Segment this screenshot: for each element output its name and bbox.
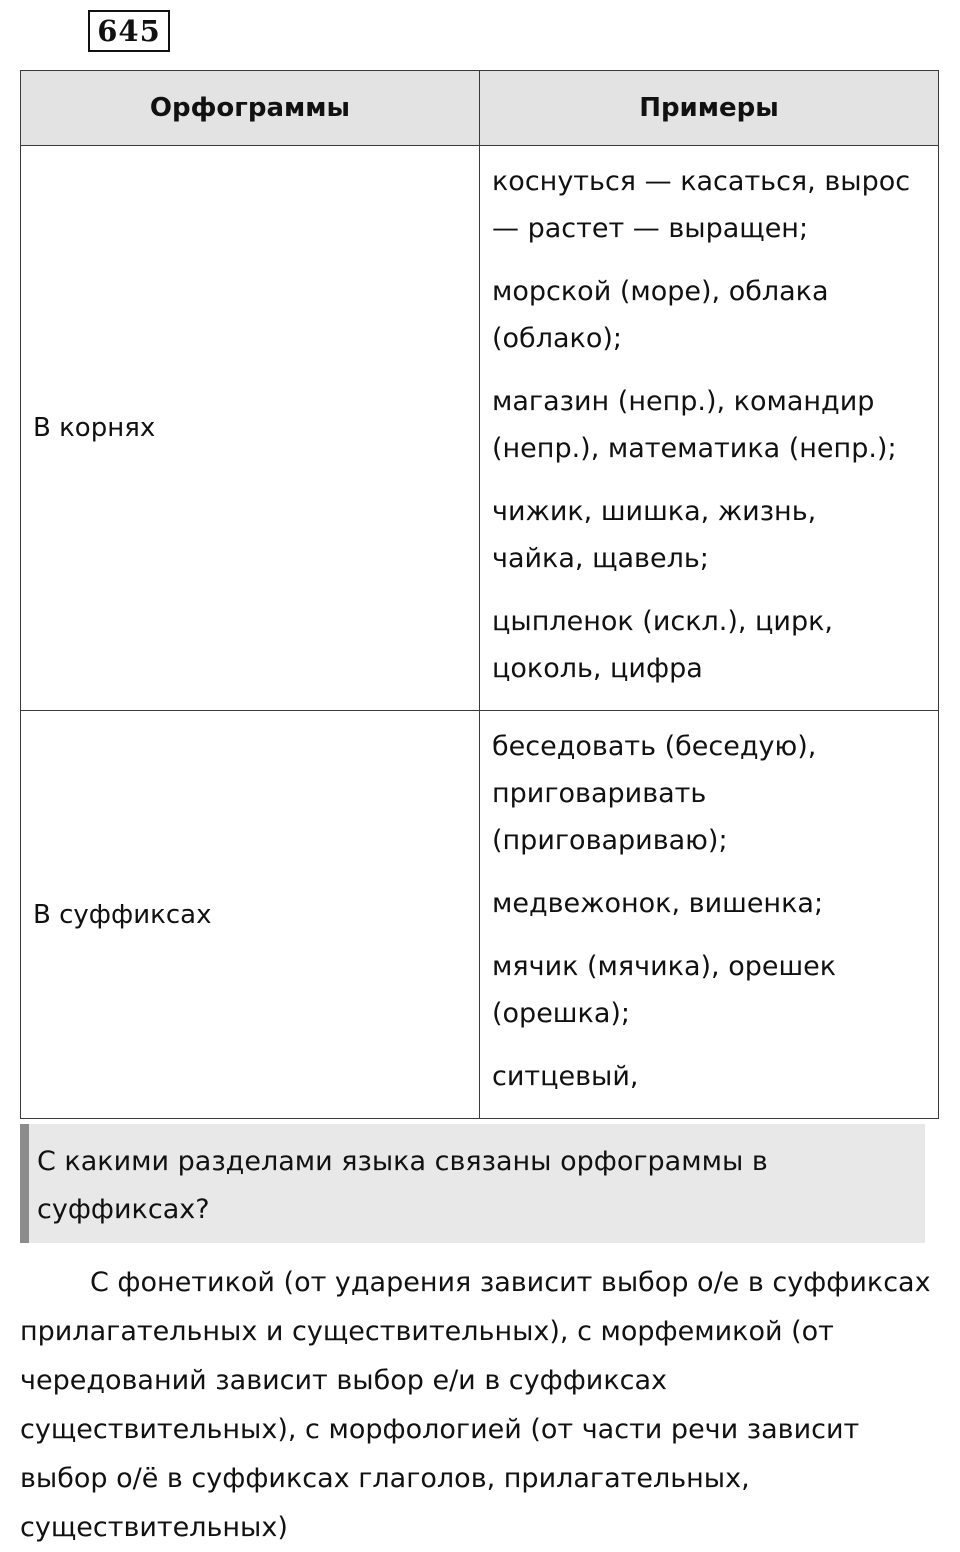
example-line: коснуться — касаться, вырос <box>492 166 911 197</box>
example-line: приговаривать <box>492 778 707 809</box>
example-line: медвежонок, вишенка; <box>492 888 824 919</box>
header-examples: Примеры <box>480 71 939 146</box>
answer-paragraph: С фонетикой (от ударения зависит выбор о/е в суффиксах прилагательных и существительных), с морфемикой (от чередований зависит выбор е/и в суффиксах существительных), с морфологией (от части речи зависит выбор о/ё в суффиксах глаголов, прилагательных, существительных) <box>20 1267 931 1543</box>
row-label-roots: В корнях <box>21 146 480 711</box>
example-line: (орешка); <box>492 998 630 1029</box>
example-group <box>492 378 930 472</box>
example-line: морской (море), облака <box>492 276 829 307</box>
example-line: цоколь, цифра <box>492 653 703 684</box>
example-line: чайка, щавель; <box>492 543 709 574</box>
example-line: (приговариваю); <box>492 825 728 856</box>
example-line: беседовать (беседую), <box>492 731 817 762</box>
examples-suffixes <box>480 711 939 1119</box>
header-orthograms: Орфограммы <box>21 71 480 146</box>
orthogram-table <box>20 70 939 1119</box>
example-group <box>492 880 930 927</box>
answer-text <box>20 1258 945 1552</box>
example-line: чижик, шишка, жизнь, <box>492 496 817 527</box>
example-line: ситцевый, <box>492 1061 639 1092</box>
example-group <box>492 268 930 362</box>
example-group <box>492 943 930 1037</box>
example-group <box>492 488 930 582</box>
example-group <box>492 158 930 252</box>
example-line: (облако); <box>492 323 622 354</box>
exercise-number: 645 <box>88 10 170 52</box>
example-line: магазин (непр.), командир <box>492 386 875 417</box>
example-line: — растет — выращен; <box>492 213 809 244</box>
examples-roots <box>480 146 939 711</box>
example-group <box>492 1053 930 1100</box>
example-line: (непр.), математика (непр.); <box>492 433 897 464</box>
example-line: цыпленок (искл.), цирк, <box>492 606 834 637</box>
table-row <box>21 711 939 1119</box>
example-group <box>492 598 930 692</box>
example-group <box>492 723 930 864</box>
table-row <box>21 146 939 711</box>
row-label-suffixes: В суффиксах <box>21 711 480 1119</box>
table-header-row <box>21 71 939 146</box>
example-line: мячик (мячика), орешек <box>492 951 837 982</box>
question-box: С какими разделами языка связаны орфограммы в суффиксах? <box>20 1124 925 1243</box>
